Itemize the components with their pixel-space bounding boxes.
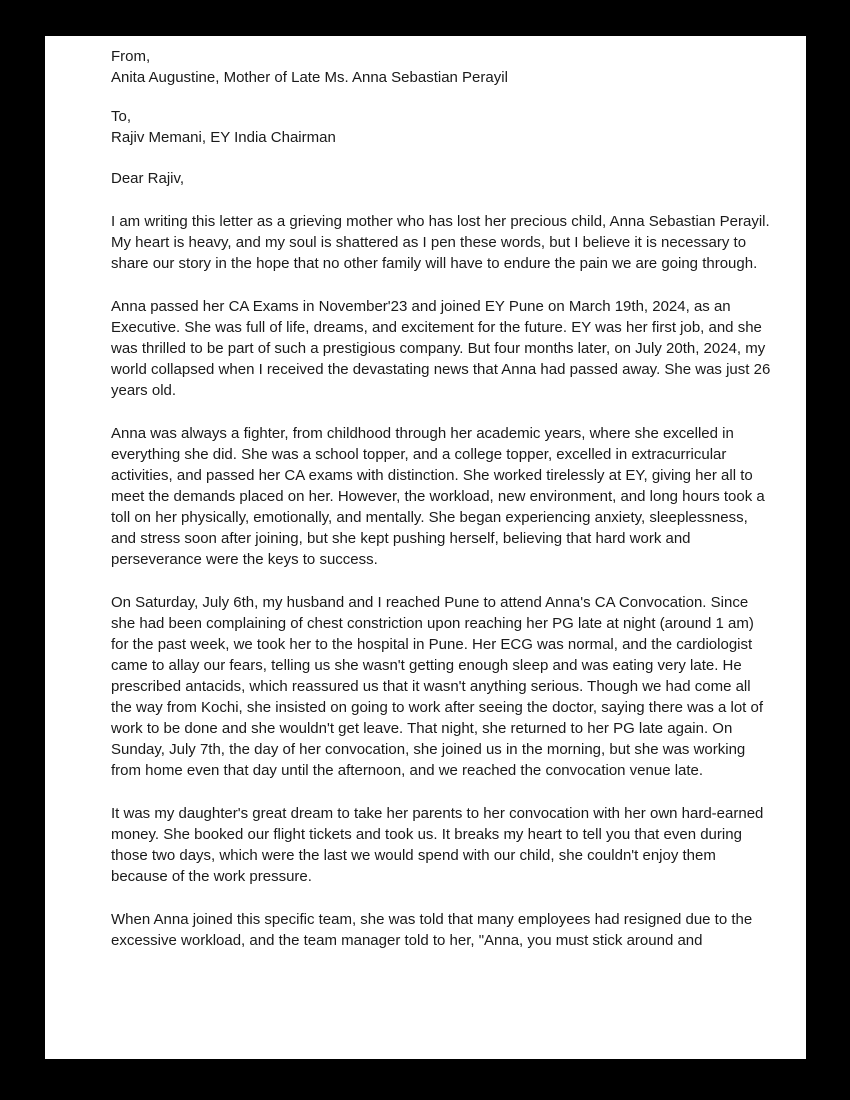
salutation: Dear Rajiv, [111,170,185,187]
letter-page [45,36,806,1059]
paragraph-5: It was my daughter's great dream to take her parents to her convocation with her own hard-earned money. She booked our flight tickets and took us. It breaks my heart to tell you that even during those two days, which were the last we would spend with our child, she couldn't enjoy them because of the work pressure. [111,805,764,885]
letter-body [111,46,771,951]
to-name: Rajiv Memani, EY India Chairman [111,129,336,146]
from-label: From, [111,48,151,65]
from-name: Anita Augustine, Mother of Late Ms. Anna Sebastian Perayil [111,69,508,86]
paragraph-3: Anna was always a fighter, from childhood through her academic years, where she excelled in everything she did. She was a school topper, and a college topper, excelled in extracurricular activities, and passed her CA exams with distinction. She worked tirelessly at EY, giving her all to meet the demands placed on her. However, the workload, new environment, and long hours took a toll on her physically, emotionally, and mentally. She began experiencing anxiety, sleeplessness, and stress soon after joining, but she kept pushing herself, believing that hard work and perseverance were the keys to success. [111,425,765,568]
paragraph-4: On Saturday, July 6th, my husband and I reached Pune to attend Anna's CA Convocation. Since she had been complaining of chest constriction upon reaching her PG late at night (around 1 am) for the past week, we took her to the hospital in Pune. Her ECG was normal, and the cardiologist came to allay our fears, telling us she wasn't getting enough sleep and was eating very late. He prescribed antacids, which reassured us that it wasn't anything serious. Though we had come all the way from Kochi, she insisted on going to work after seeing the doctor, saying there was a lot of work to be done and she wouldn't get leave. That night, she returned to her PG late again. On Sunday, July 7th, the day of her convocation, she joined us in the morning, but she was working from home even that day until the afternoon, and we reached the convocation venue late. [111,594,764,779]
to-label: To, [111,108,132,125]
paragraph-1: I am writing this letter as a grieving mother who has lost her precious child, Anna Sebastian Perayil. My heart is heavy, and my soul is shattered as I pen these words, but I believe it is necessary to share our story in the hope that no other family will have to endure the pain we are going through. [111,213,770,272]
paragraph-6: When Anna joined this specific team, she was told that many employees had resigned due to the excessive workload, and the team manager told to her, "Anna, you must stick around and [111,911,753,949]
paragraph-2: Anna passed her CA Exams in November'23 and joined EY Pune on March 19th, 2024, as an Executive. She was full of life, dreams, and excitement for the future. EY was her first job, and she was thrilled to be part of such a prestigious company. But four months later, on July 20th, 2024, my world collapsed when I received the devastating news that Anna had passed away. She was just 26 years old. [111,298,771,399]
